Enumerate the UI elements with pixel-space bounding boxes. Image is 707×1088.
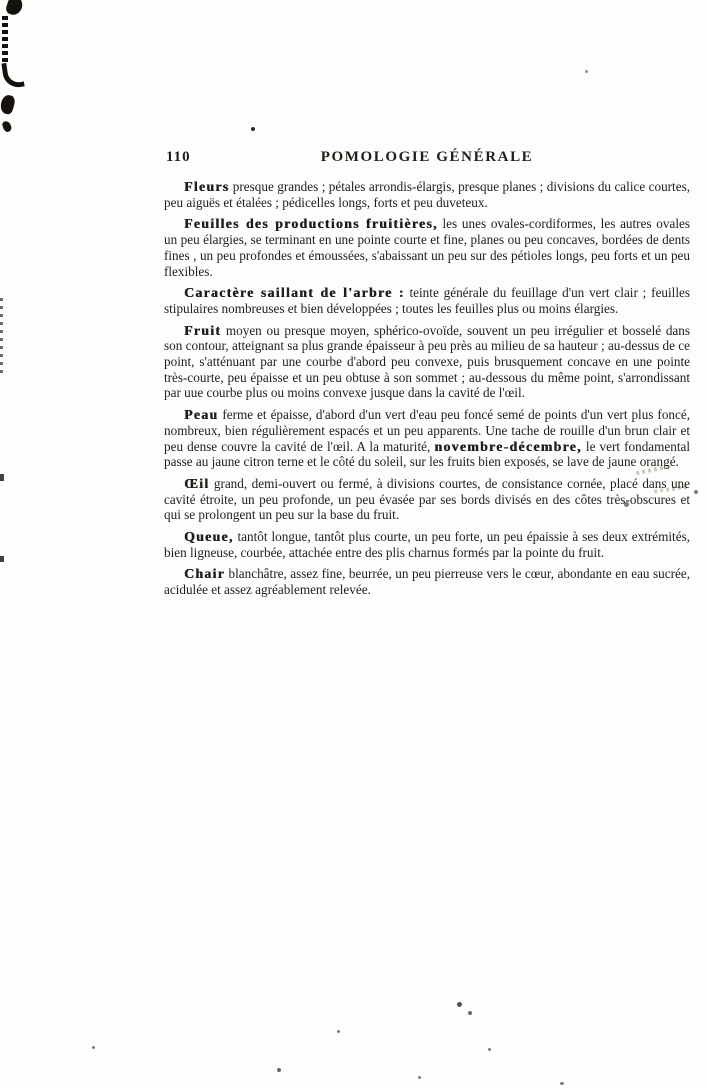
paragraph-body: presque grandes ; pétales arrondis-élargis, presque planes ; divisions du calice courtes, peu aiguës et étalées ; pédicelles longs, forts et peu duveteux. [164,179,690,210]
paragraph-lead: Peau [184,407,219,423]
paragraph-lead: Chair [184,566,225,582]
text-column [164,146,690,604]
ink-speck [277,1068,281,1072]
ink-blot [0,94,16,116]
ink-dashed-strip [0,298,3,374]
paragraph-fruit [164,323,690,402]
paragraph-lead: Caractère saillant de l'arbre : [184,285,405,301]
ink-speck [468,1011,472,1015]
paragraph-body: teinte générale du feuillage d'un vert clair ; feuilles stipulaires nombreuses et bien développées ; toutes les feuilles plus ou moins élargies. [164,285,690,316]
paragraph-body: grand, demi-ouvert ou fermé, à divisions courtes, de consistance cornée, placé dans une cavité étroite, un peu profonde, un peu évasée par ses bords divisés en des côtes très-obscures et qui se prolongent un peu sur la base du fruit. [164,475,690,523]
ink-speck [585,70,588,73]
paragraph-body: le vert fondamental passe au jaune citron terne et le côté du soleil, sur les fruits bien exposés, se lave de jaune orangé. [164,438,691,470]
paragraph-lead: Œil [184,475,210,491]
paragraph-peau [164,407,690,470]
running-title: POMOLOGIE GÉNÉRALE [320,149,534,165]
page-header [164,146,690,170]
paragraph-oeil [164,476,690,523]
ink-mark [1,120,12,133]
paragraph-body: les unes ovales-cordiformes, les autres ovales un peu élargies, se terminant en une pointe courte et fine, planes ou peu concaves, bordées de dents fines , un peu profondes et émoussées, s'abaissant un peu sur des pétioles longs, peu forts et un peu flexibles. [164,216,690,279]
paragraph-chair [164,566,690,597]
ink-blot [5,0,25,17]
ink-dashed-strip [2,16,8,64]
paragraph-caractere [164,285,690,316]
paragraph-body: tantôt longue, tantôt plus courte, un peu forte, un peu épaissie à ses deux extrémités, bien ligneuse, courbée, attachée entre des plis charnus formés par la pointe du fruit. [164,529,690,560]
ink-speck [488,1048,491,1051]
ink-mark [0,474,4,481]
paragraph-lead: Feuilles des productions fruitières, [184,216,438,232]
paragraph-lead: Queue, [184,529,234,545]
paragraph-fleurs [164,179,690,210]
paragraph-body: blanchâtre, assez fine, beurrée, un peu pierreuse vers le cœur, abondante en eau sucrée, acidulée et assez agréablement relevée. [164,566,691,598]
paragraph-queue [164,529,690,560]
ink-hook-mark [1,61,24,90]
ink-speck [92,1046,95,1049]
paragraph-feuilles [164,216,690,279]
ink-speck [337,1030,340,1033]
ink-speck [560,1082,564,1085]
paragraph-lead: Fruit [184,322,222,338]
ink-speck [694,490,698,494]
paragraph-body: ferme et épaisse, d'abord d'un vert d'eau peu foncé semé de points d'un vert plus foncé, nombreux, bien régulièrement espacés et un peu apparents. Une tache de rouille d'un brun clair et peu dense couvre la cavité de l'œil. A la maturité, [164,407,691,454]
ink-speck [457,1002,462,1007]
page-number: 110 [166,149,191,165]
paragraph-lead: Fleurs [184,179,230,194]
paragraph-bold-inline: novembre-décembre, [434,438,582,454]
paragraph-body: moyen ou presque moyen, sphérico-ovoïde, souvent un peu irrégulier et bosselé dans son contour, atteignant sa plus grande épaisseur à peu près au milieu de sa hauteur ; au-dessus de ce point, s'atténuant par une courbe d'abord peu convexe, puis brusquement concave en une pointe très-courte, peu épaisse et un peu obtuse à son sommet ; au-dessous du même point, s'arrondissant par uue courbe plus ou moins convexe jusque dans la cavité de l'œil. [164,322,690,401]
ink-mark [0,556,4,562]
ink-speck [251,127,255,131]
ink-speck [418,1076,421,1079]
